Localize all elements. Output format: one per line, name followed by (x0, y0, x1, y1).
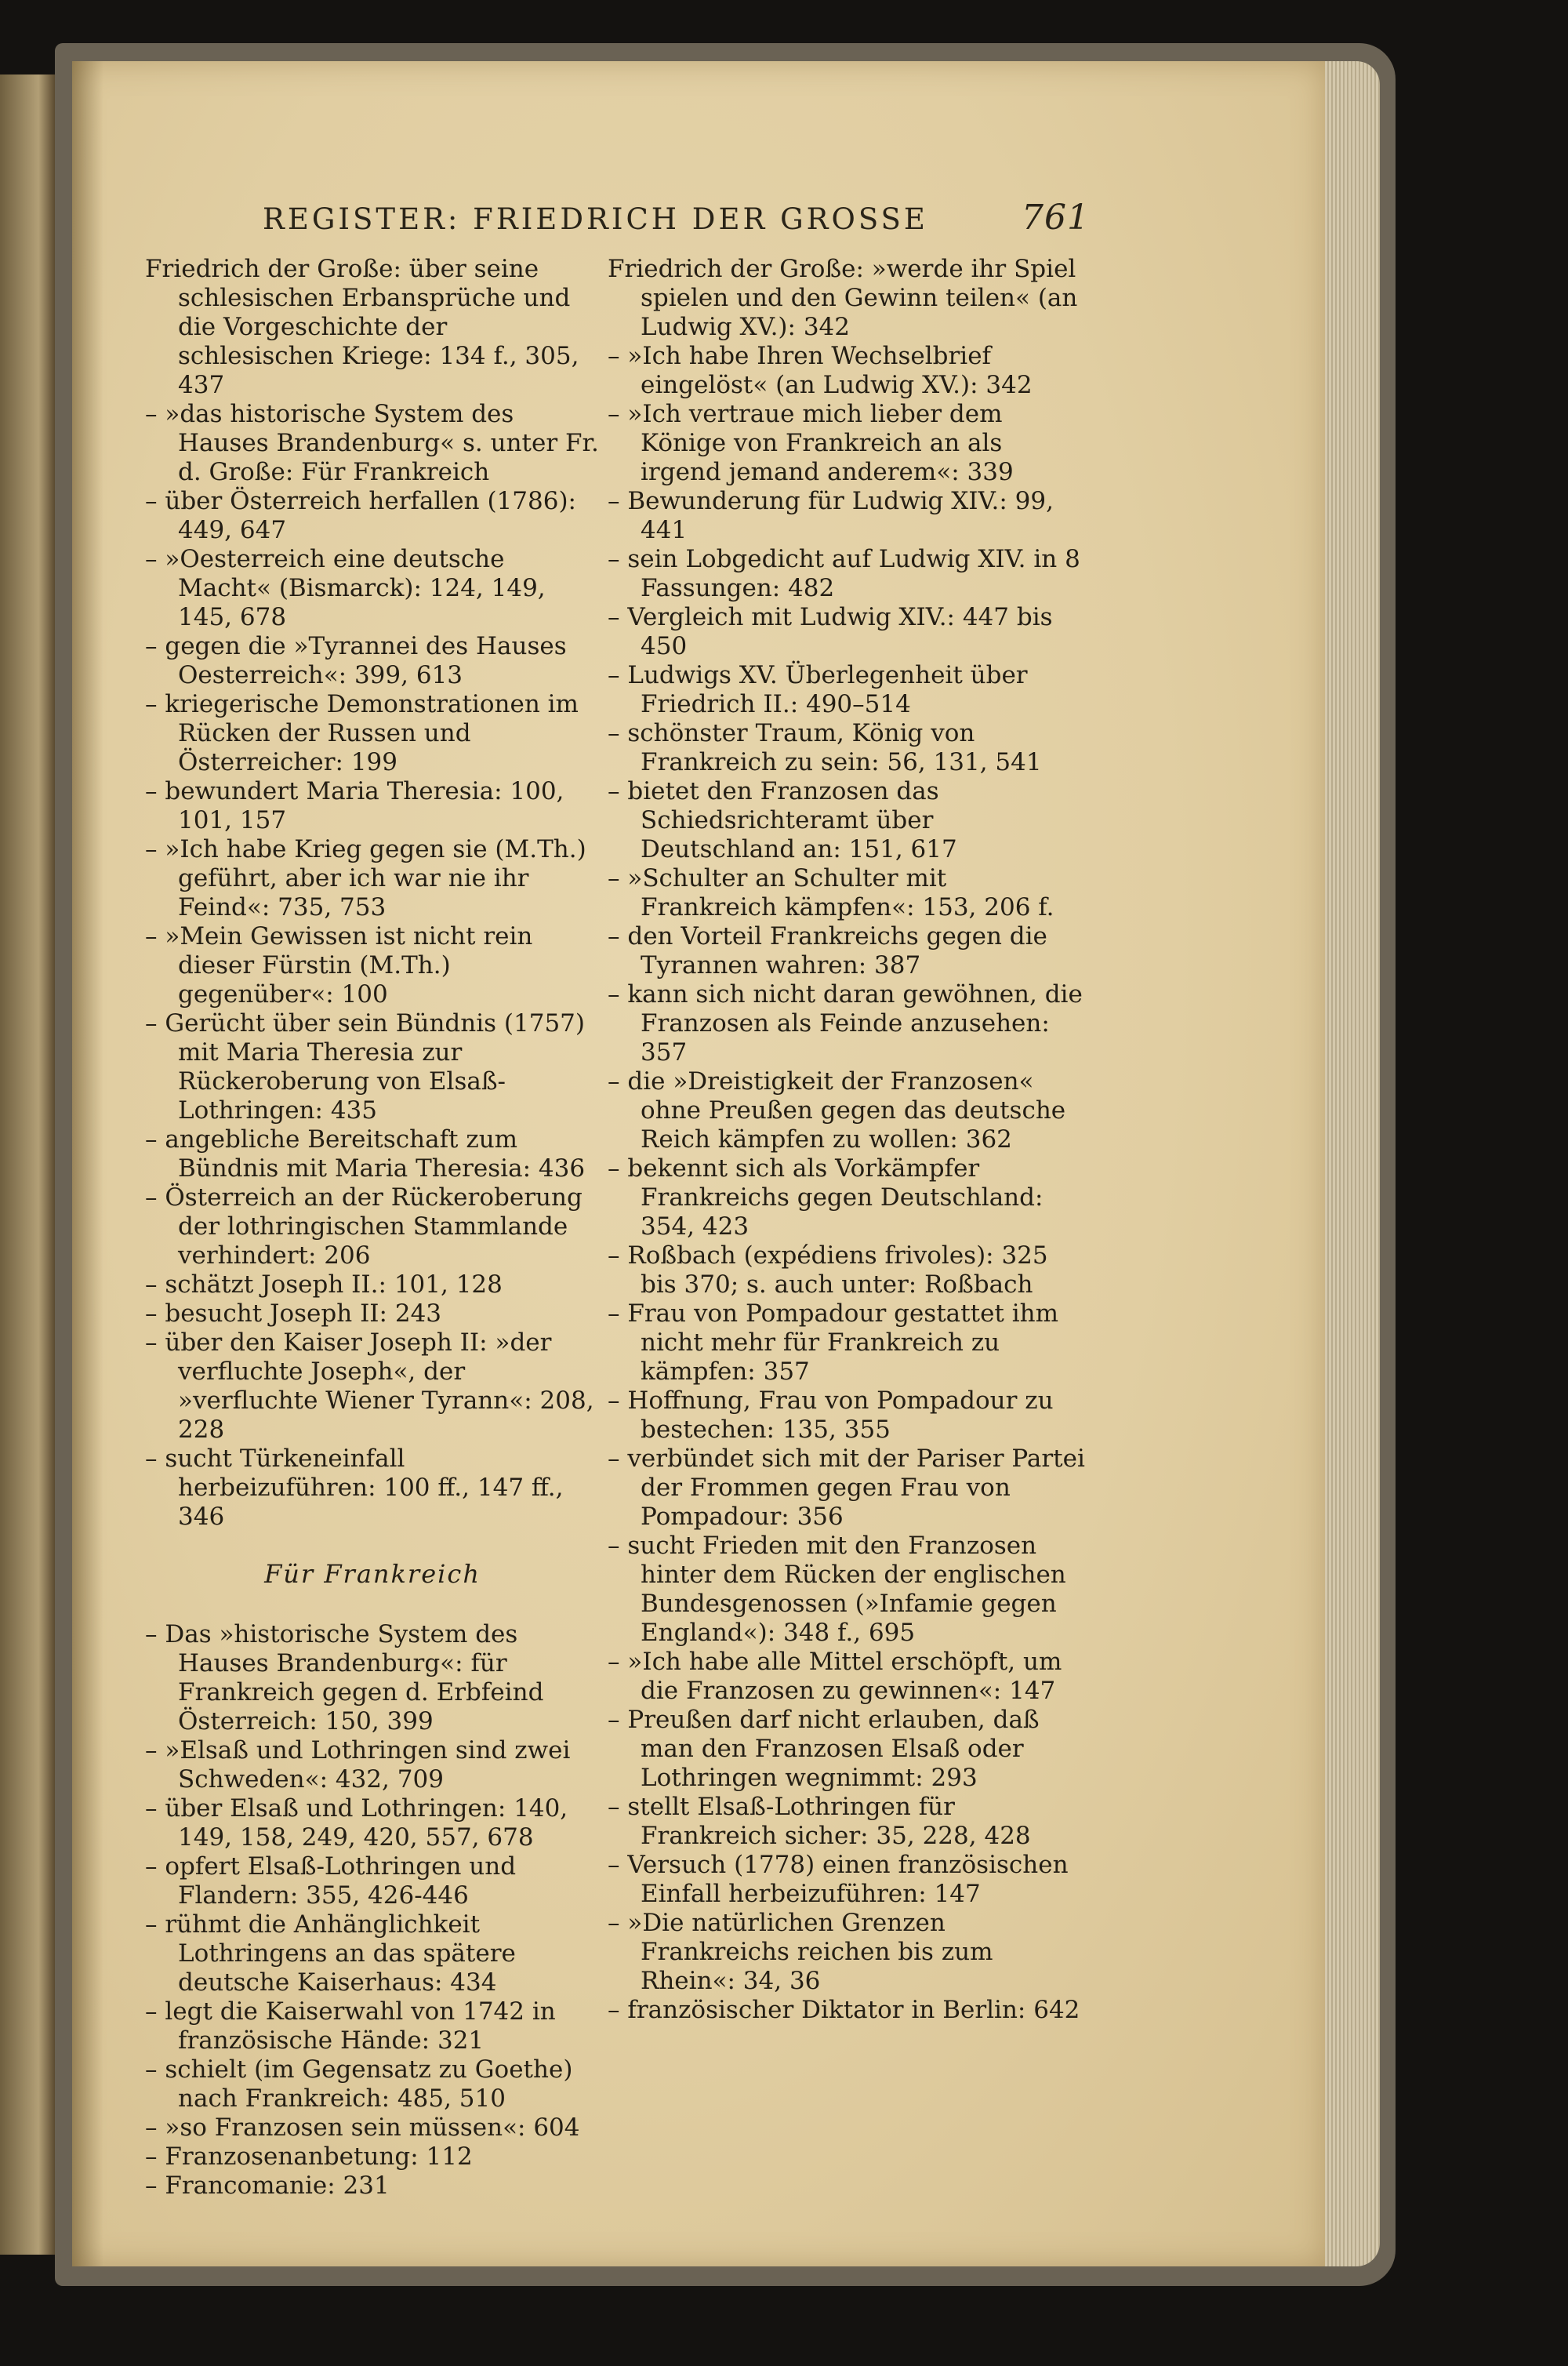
index-entry: – Österreich an der Rückeroberung der lothringischen Stammlande verhindert: 206 (145, 1183, 583, 1270)
page-fore-edge (1325, 61, 1380, 2266)
index-entry: – verbündet sich mit der Pariser Partei der Frommen gegen Frau von Pompadour: 356 (608, 1445, 1085, 1531)
index-entry: – »Ich habe Ihren Wechselbrief eingelöst« (an Ludwig XV.): 342 (608, 342, 1033, 399)
index-entry: – über Elsaß und Lothringen: 140, 149, 158, 249, 420, 557, 678 (145, 1794, 568, 1852)
index-entry: – sein Lobgedicht auf Ludwig XIV. in 8 Fassungen: 482 (608, 545, 1080, 602)
index-entry: – legt die Kaiserwahl von 1742 in französische Hände: 321 (145, 1997, 556, 2055)
index-entry: – sucht Türkeneinfall herbeizuführen: 100 ff., 147 ff., 346 (145, 1445, 564, 1531)
index-entry: – schätzt Joseph II.: 101, 128 (145, 1270, 503, 1299)
index-entry: – den Vorteil Frankreichs gegen die Tyrannen wahren: 387 (608, 922, 1047, 979)
index-entry: – Bewunderung für Ludwig XIV.: 99, 441 (608, 487, 1054, 544)
index-entry: – Ludwigs XV. Überlegenheit über Friedrich II.: 490–514 (608, 661, 1028, 718)
page-gutter-shadow (72, 61, 103, 2266)
section-heading: Für Frankreich (264, 1559, 481, 1589)
index-entry: – »so Franzosen sein müssen«: 604 (145, 2113, 580, 2142)
index-entry: – opfert Elsaß-Lothringen und Flandern: 355, 426-446 (145, 1852, 517, 1910)
index-entry: – Preußen darf nicht erlauben, daß man den Franzosen Elsaß oder Lothringen wegnimmt: 293 (608, 1706, 1040, 1792)
left-column (145, 255, 600, 2201)
index-entry: – rühmt die Anhänglichkeit Lothringens an das spätere deutsche Kaiserhaus: 434 (145, 1910, 516, 1997)
index-entry: – »Elsaß und Lothringen sind zwei Schweden«: 432, 709 (145, 1736, 571, 1794)
header-title: REGISTER: FRIEDRICH DER GROSSE (263, 202, 928, 236)
index-entry: – schielt (im Gegensatz zu Goethe) nach Frankreich: 485, 510 (145, 2055, 573, 2113)
index-entry: – Frau von Pompadour gestattet ihm nicht mehr für Frankreich zu kämpfen: 357 (608, 1299, 1058, 1386)
index-entry: – besucht Joseph II: 243 (145, 1299, 442, 1328)
index-entry: – gegen die »Tyrannei des Hauses Oesterreich«: 399, 613 (145, 632, 567, 689)
index-entry: – »Die natürlichen Grenzen Frankreichs reichen bis zum Rhein«: 34, 36 (608, 1909, 993, 1995)
right-column (608, 255, 1086, 2025)
index-entry: – über Österreich herfallen (1786): 449, 647 (145, 487, 576, 544)
index-entry: – Francomanie: 231 (145, 2172, 390, 2200)
index-entry: Friedrich der Große: über seine schlesischen Erbansprüche und die Vorgeschichte der schlesischen Kriege: 134 f., 305, 437 (145, 255, 579, 399)
index-entry: – »das historische System des Hauses Brandenburg« s. unter Fr. d. Große: Für Frankreich (145, 400, 599, 486)
page-number: 761 (1022, 198, 1090, 238)
running-header (263, 198, 1090, 249)
index-entry: – über den Kaiser Joseph II: »der verfluchte Joseph«, der »verfluchte Wiener Tyrann«: 208, 228 (145, 1328, 594, 1444)
index-entry: – bewundert Maria Theresia: 100, 101, 157 (145, 777, 564, 834)
index-entry: – Hoffnung, Frau von Pompadour zu bestechen: 135, 355 (608, 1387, 1054, 1444)
index-entry: – bekennt sich als Vorkämpfer Frankreichs gegen Deutschland: 354, 423 (608, 1154, 1044, 1241)
index-entry: – stellt Elsaß-Lothringen für Frankreich sicher: 35, 228, 428 (608, 1793, 1031, 1850)
index-entry: – »Mein Gewissen ist nicht rein dieser Fürstin (M.Th.) gegenüber«: 100 (145, 922, 533, 1009)
index-entry: – »Ich habe alle Mittel erschöpft, um die Franzosen zu gewinnen«: 147 (608, 1648, 1062, 1705)
index-entry: – »Schulter an Schulter mit Frankreich kämpfen«: 153, 206 f. (608, 864, 1054, 921)
index-entry: – Franzosenanbetung: 112 (145, 2142, 473, 2171)
index-entry: – »Oesterreich eine deutsche Macht« (Bismarck): 124, 149, 145, 678 (145, 545, 546, 631)
index-entry: – sucht Frieden mit den Franzosen hinter dem Rücken der englischen Bundesgenossen (»Infamie gegen England«): 348 f., 695 (608, 1532, 1066, 1647)
index-entry: – Roßbach (expédiens frivoles): 325 bis 370; s. auch unter: Roßbach (608, 1241, 1048, 1299)
index-entry: – Versuch (1778) einen französischen Einfall herbeizuführen: 147 (608, 1851, 1069, 1908)
index-entry: – »Ich vertraue mich lieber dem Könige von Frankreich an als irgend jemand anderem«: 339 (608, 400, 1014, 486)
index-entry: – Gerücht über sein Bündnis (1757) mit Maria Theresia zur Rückeroberung von Elsaß-Lothringen: 435 (145, 1009, 585, 1125)
adjacent-page-edge (0, 75, 55, 2255)
index-entry: – französischer Diktator in Berlin: 642 (608, 1996, 1080, 2024)
index-entry: – »Ich habe Krieg gegen sie (M.Th.) geführt, aber ich war nie ihr Feind«: 735, 753 (145, 835, 586, 921)
index-entry: – bietet den Franzosen das Schiedsrichteramt über Deutschland an: 151, 617 (608, 777, 957, 863)
index-entry: – kann sich nicht daran gewöhnen, die Franzosen als Feinde anzusehen: 357 (608, 980, 1083, 1067)
index-entry: – die »Dreistigkeit der Franzosen« ohne Preußen gegen das deutsche Reich kämpfen zu wollen: 362 (608, 1067, 1066, 1154)
index-entry: – Das »historische System des Hauses Brandenburg«: für Frankreich gegen d. Erbfeind Österreich: 150, 399 (145, 1620, 544, 1735)
index-entry: – schönster Traum, König von Frankreich zu sein: 56, 131, 541 (608, 719, 1042, 776)
index-entry: – Vergleich mit Ludwig XIV.: 447 bis 450 (608, 603, 1053, 660)
index-entry: – angebliche Bereitschaft zum Bündnis mit Maria Theresia: 436 (145, 1125, 586, 1183)
index-entry: – kriegerische Demonstrationen im Rücken der Russen und Österreicher: 199 (145, 690, 579, 776)
index-entry: Friedrich der Große: »werde ihr Spiel spielen und den Gewinn teilen« (an Ludwig XV.): 342 (608, 255, 1078, 341)
